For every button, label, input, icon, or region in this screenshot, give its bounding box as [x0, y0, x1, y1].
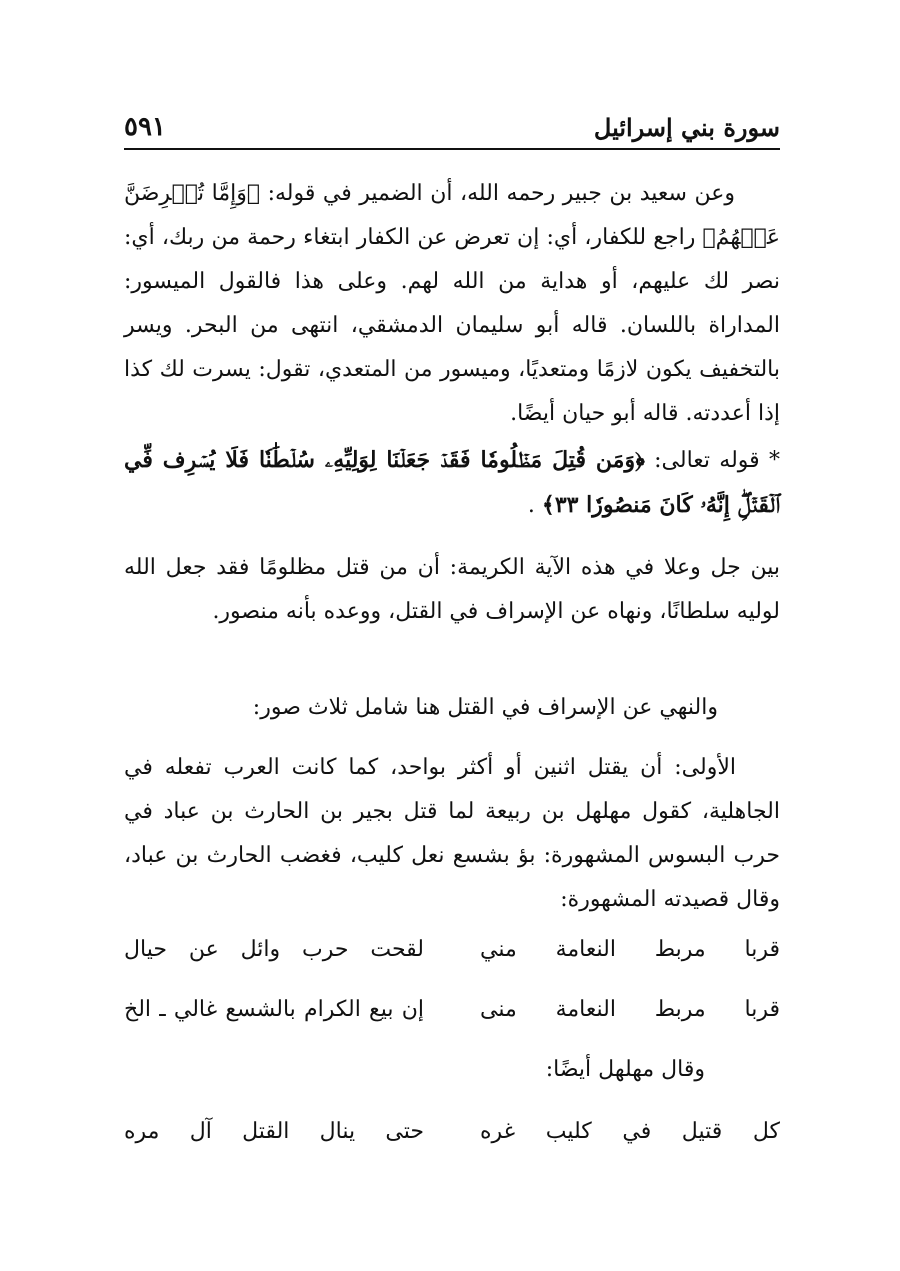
paragraph-verse-33: [124, 438, 780, 528]
poem-second-hemistich: إن بيع الكرام بالشسع غالي ـ الخ: [124, 997, 424, 1022]
poem-first-hemistich: قربا مربط النعامة منى: [480, 997, 780, 1022]
poem-second-hemistich: حتى ينال القتل آل مره: [124, 1119, 424, 1144]
paragraph-tafsir-said: وعن سعيد بن جبير رحمه الله، أن الضمير في قوله: ﴿وَإِمَّا تُعۡرِضَنَّ عَنۡهُمُ﴾ راجع للكفار، أي: إن تعرض عن الكفار ابتغاء رحمة من ربك، أي: نصر لك عليهم، أو هداية من الله لهم. وعلى هذا فالقول الميسور: المداراة باللسان. قاله أبو سليمان الدمشقي، انتهى من البحر. ويسر بالتخفيف يكون لازمًا ومتعديًا، وميسور من المتعدي، تقول: يسرت لك كذا إذا أعددته. قاله أبو حيان أيضًا.: [124, 181, 780, 426]
paragraph-first-form: الأولى: أن يقتل اثنين أو أكثر بواحد، كما كانت العرب تفعله في الجاهلية، كقول مهلهل بن ربيعة لما قتل بجير بن الحارث بن عباد في حرب البسوس المشهورة: بؤ بشسع نعل كليب، فغضب الحارث بن عباد، وقال قصيدته المشهورة:: [124, 755, 780, 912]
verse-tail: .: [527, 493, 535, 518]
poet-intro: وقال مهلهل أيضًا:: [545, 1057, 705, 1082]
poem-second-hemistich: لقحت حرب وائل عن حيال: [124, 937, 424, 962]
poem-line: [124, 1110, 780, 1154]
poem-line: [124, 988, 780, 1032]
surah-title: سورة بني إسرائيل: [593, 113, 780, 142]
poem-first-hemistich: كل قتيل في كليب غره: [480, 1119, 780, 1144]
verse-intro: * قوله تعالى:: [654, 448, 780, 473]
paragraph-explanation: بين جل وعلا في هذه الآية الكريمة: أن من قتل مظلومًا فقد جعل الله لوليه سلطانًا، ونهاه عن الإسراف في القتل، ووعده بأنه منصور.: [124, 555, 780, 624]
quran-verse: ﴿وَمَن قُتِلَ مَظۡلُومٗا فَقَدۡ جَعَلۡنَا لِوَلِيِّهِۦ سُلۡطَٰنٗا فَلَا يُسۡرِف فِّي ٱلۡقَتۡلِۖ إِنَّهُۥ كَانَ مَنصُورٗا ٣٣﴾: [124, 447, 780, 518]
poem-first-hemistich: قربا مربط النعامة مني: [480, 937, 780, 962]
page-number: ٥٩١: [124, 112, 166, 142]
poem-line: [124, 928, 780, 972]
paragraph-three-forms: والنهي عن الإسراف في القتل هنا شامل ثلاث صور:: [252, 695, 718, 720]
page-header: [124, 98, 780, 150]
book-page: [124, 0, 780, 1271]
